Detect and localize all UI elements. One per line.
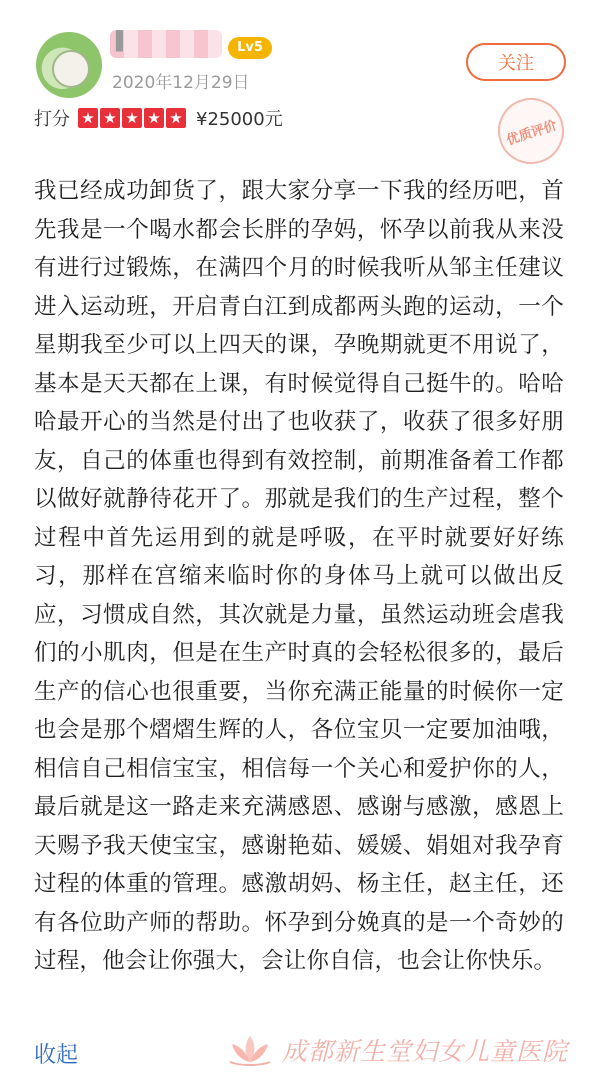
star-icon: ★ — [100, 108, 120, 128]
user-name[interactable]: ▌ — [116, 31, 130, 52]
star-icon: ★ — [78, 108, 98, 128]
review-date: 2020年12月29日 — [112, 73, 250, 93]
star-rating — [78, 108, 188, 128]
quality-review-stamp: 优质评价 — [489, 89, 572, 172]
hospital-watermark — [226, 1030, 568, 1070]
watermark-text: 成都新生堂妇女儿童医院 — [282, 1037, 569, 1066]
price: ¥25000元 — [196, 109, 283, 130]
star-icon: ★ — [122, 108, 142, 128]
review-content: 我已经成功卸货了，跟大家分享一下我的经历吧，首先我是一个喝水都会长胖的孕妈，怀孕以前我从来没有进行过锻炼，在满四个月的时候我听从邹主任建议进入运动班，开启青白江到成都两头跑的运动，一个星期我至少可以上四天的课，孕晚期就更不用说了，基本是天天都在上课，有时候觉得自己挺牛的。哈哈哈最开心的当然是付出了也收获了，收获了很多好朋友，自己的体重也得到有效控制，前期准备着工作都以做好就静待花开了。那就是我们的生产过程，整个过程中首先运用到的就是呼吸，在平时就要好好练习，那样在宫缩来临时你的身体马上就可以做出反应，习惯成自然，其次就是力量，虽然运动班会虐我们的小肌肉，但是在生产时真的会轻松很多的，最后生产的信心也很重要，当你充满正能量的时候你一定也会是那个熠熠生辉的人，各位宝贝一定要加油哦，相信自己相信宝宝，相信每一个关心和爱护你的人，最后就是这一路走来充满感恩、感谢与感激，感恩上天赐予我天使宝宝，感谢艳茹、媛媛、娟姐对我孕育过程的体重的管理。感激胡妈、杨主任，赵主任，还有各位助产师的帮助。怀孕到分娩真的是一个奇妙的过程，他会让你强大，会让你自信，也会让你快乐。 — [34, 178, 564, 974]
star-icon: ★ — [144, 108, 164, 128]
collapse-button[interactable]: 收起 — [34, 1043, 79, 1068]
user-avatar[interactable] — [36, 32, 102, 98]
review-header — [0, 0, 600, 150]
level-badge: Lv5 — [228, 37, 272, 59]
rating-label: 打分 — [34, 109, 70, 130]
follow-button[interactable]: 关注 — [466, 43, 566, 81]
lotus-icon — [226, 1032, 274, 1068]
avatar-face — [52, 50, 90, 88]
star-icon: ★ — [166, 108, 186, 128]
rating-row — [34, 104, 283, 132]
